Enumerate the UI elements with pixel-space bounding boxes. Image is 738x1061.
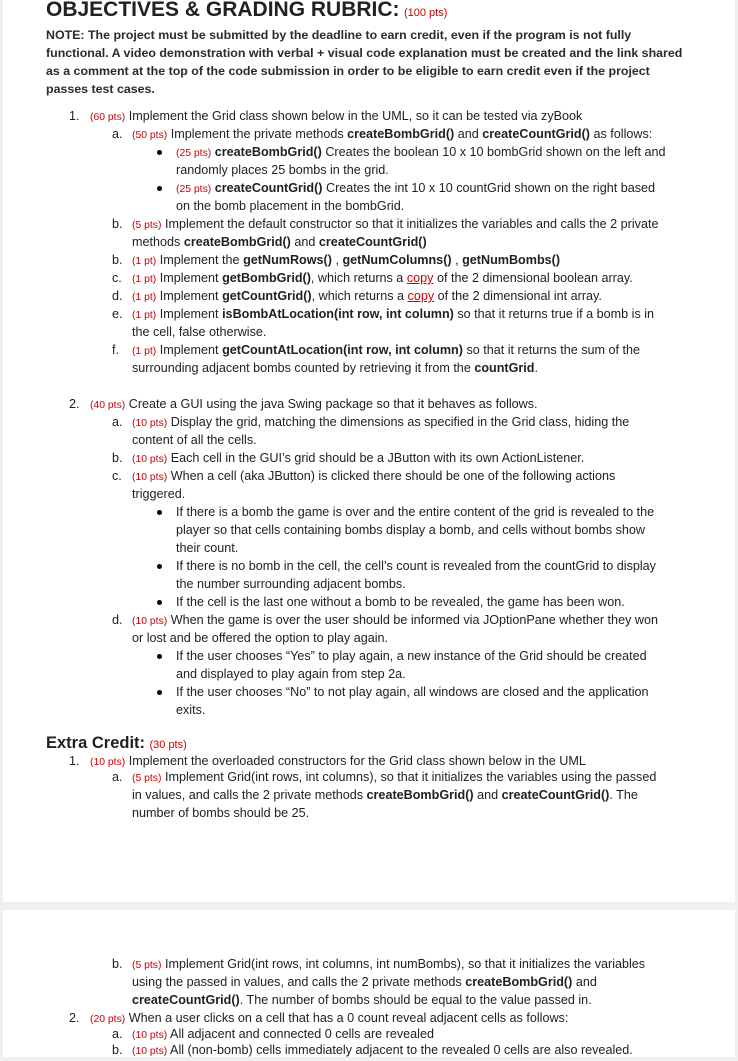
section-title: Extra Credit: xyxy=(46,734,146,752)
list-item: (10 pts) All adjacent and connected 0 cells are revealed xyxy=(132,1027,434,1041)
sub-label: c. xyxy=(112,469,122,483)
list-item: (25 pts) createCountGrid() Creates the int 10 x 10 countGrid shown on the right based xyxy=(176,181,656,195)
bullet-icon xyxy=(157,654,162,659)
list-item-continued: exits. xyxy=(176,703,206,717)
list-item: (1 pt) Implement getCountAtLocation(int row, int column) so that it returns the sum of the xyxy=(132,343,641,357)
list-item: (5 pts) Implement Grid(int rows, int columns), so that it initializes the variables using the passed xyxy=(132,770,657,784)
sub-label: a. xyxy=(112,1027,123,1041)
list-item-continued: their count. xyxy=(176,541,239,555)
list-item: (10 pts) When the game is over the user should be informed via JOptionPane whether they won xyxy=(132,613,658,627)
note-line-4: passes test cases. xyxy=(46,82,155,96)
list-item: (1 pt) Implement the getNumRows() , getNumColumns() , getNumBombs() xyxy=(132,253,561,267)
page-title: OBJECTIVES & GRADING RUBRIC: xyxy=(46,0,400,21)
list-item: (60 pts) Implement the Grid class shown below in the UML, so it can be tested via zyBook xyxy=(90,109,583,123)
list-item: (1 pt) Implement getBombGrid(), which returns a copy of the 2 dimensional boolean array. xyxy=(132,271,633,285)
sub-label: b. xyxy=(112,451,123,465)
list-item-continued: using the passed in values, and calls the 2 private methods createBombGrid() and xyxy=(132,975,597,989)
list-item-continued: methods createBombGrid() and createCountGrid() xyxy=(132,235,427,249)
sub-label: e. xyxy=(112,307,123,321)
extra-credit-points: (30 pts) xyxy=(149,739,187,751)
sub-label: d. xyxy=(112,613,123,627)
list-item: (10 pts) When a cell (aka JButton) is clicked there should be one of the following actions xyxy=(132,469,616,483)
list-item: (10 pts) Display the grid, matching the dimensions as specified in the Grid class, hiding the xyxy=(132,415,630,429)
extra-credit-heading xyxy=(46,733,187,753)
list-number: 1. xyxy=(69,754,80,768)
bullet-icon xyxy=(157,690,162,695)
list-item-continued: randomly places 25 bombs in the grid. xyxy=(176,163,389,177)
list-item: (40 pts) Create a GUI using the java Swing package so that it behaves as follows. xyxy=(90,397,538,411)
list-item-continued: number of bombs should be 25. xyxy=(132,806,310,820)
sub-label: b. xyxy=(112,957,123,971)
list-item: (1 pt) Implement isBombAtLocation(int row, int column) so that it returns true if a bomb is in xyxy=(132,307,655,321)
list-item-continued: surrounding adjacent bombs counted by retrieving it from the countGrid. xyxy=(132,361,538,375)
list-item: (5 pts) Implement the default constructor so that it initializes the variables and calls the 2 private xyxy=(132,217,659,231)
heading-points: (100 pts) xyxy=(403,7,448,19)
sub-label: a. xyxy=(112,127,123,141)
bullet-icon xyxy=(157,510,162,515)
rubric-heading xyxy=(46,0,447,22)
list-item: (1 pt) Implement getCountGrid(), which returns a copy of the 2 dimensional int array. xyxy=(132,289,602,303)
list-item-continued: triggered. xyxy=(132,487,186,501)
sub-label: c. xyxy=(112,271,122,285)
list-item: If there is a bomb the game is over and the entire content of the grid is revealed to the xyxy=(176,505,655,519)
sub-label: a. xyxy=(112,770,123,784)
list-number: 2. xyxy=(69,397,80,411)
list-item-continued: or lost and be offered the option to play again. xyxy=(132,631,389,645)
sub-label: f. xyxy=(112,343,119,357)
bullet-icon xyxy=(157,600,162,605)
list-item: If there is no bomb in the cell, the cell’s count is revealed from the countGrid to display xyxy=(176,559,656,573)
list-item-continued: the number surrounding adjacent bombs. xyxy=(176,577,406,591)
note-line-3: as a comment at the top of the code submission in order to be eligible to earn credit even if the project xyxy=(46,64,650,78)
sub-label: b. xyxy=(112,1043,123,1057)
list-number: 2. xyxy=(69,1011,80,1025)
bullet-icon xyxy=(157,186,162,191)
document-page-2 xyxy=(3,910,735,1057)
note-line-1: NOTE: The project must be submitted by the deadline to earn credit, even if the program is not fully xyxy=(46,28,632,42)
document-page-1 xyxy=(3,0,735,902)
bullet-icon xyxy=(157,564,162,569)
list-item: (25 pts) createBombGrid() Creates the boolean 10 x 10 bombGrid shown on the left and xyxy=(176,145,666,159)
list-item-continued: the cell, false otherwise. xyxy=(132,325,267,339)
list-item: (20 pts) When a user clicks on a cell that has a 0 count reveal adjacent cells as follows: xyxy=(90,1011,569,1025)
sub-label: b. xyxy=(112,253,123,267)
sub-label: b. xyxy=(112,217,123,231)
bullet-icon xyxy=(157,150,162,155)
list-item-continued: createCountGrid(). The number of bombs should be equal to the value passed in. xyxy=(132,993,592,1007)
sub-label: a. xyxy=(112,415,123,429)
list-item-continued: player so that cells containing bombs display a bomb, and cells without bombs show xyxy=(176,523,646,537)
list-item: (5 pts) Implement Grid(int rows, int columns, int numBombs), so that it initializes the variables xyxy=(132,957,646,971)
list-number: 1. xyxy=(69,109,80,123)
list-item: (10 pts) Each cell in the GUI’s grid should be a JButton with its own ActionListener. xyxy=(132,451,585,465)
list-item: If the user chooses “Yes” to play again, a new instance of the Grid should be created xyxy=(176,649,647,663)
list-item-continued: content of all the cells. xyxy=(132,433,257,447)
list-item-continued: on the bomb placement in the bombGrid. xyxy=(176,199,405,213)
list-item: (50 pts) Implement the private methods createBombGrid() and createCountGrid() as follows: xyxy=(132,127,653,141)
note-line-2: functional. A video demonstration with verbal + visual code explanation must be created and the link shared xyxy=(46,46,683,60)
list-item-continued: and displayed to play again from step 2a. xyxy=(176,667,406,681)
list-item: If the cell is the last one without a bomb to be revealed, the game has been won. xyxy=(176,595,625,609)
list-item: (10 pts) All (non-bomb) cells immediately adjacent to the revealed 0 cells are also revealed. xyxy=(132,1043,633,1057)
list-item-continued: in values, and calls the 2 private methods createBombGrid() and createCountGrid(). The xyxy=(132,788,638,802)
sub-label: d. xyxy=(112,289,123,303)
list-item: If the user chooses “No” to not play again, all windows are closed and the application xyxy=(176,685,649,699)
list-item: (10 pts) Implement the overloaded constructors for the Grid class shown below in the UML xyxy=(90,754,586,768)
